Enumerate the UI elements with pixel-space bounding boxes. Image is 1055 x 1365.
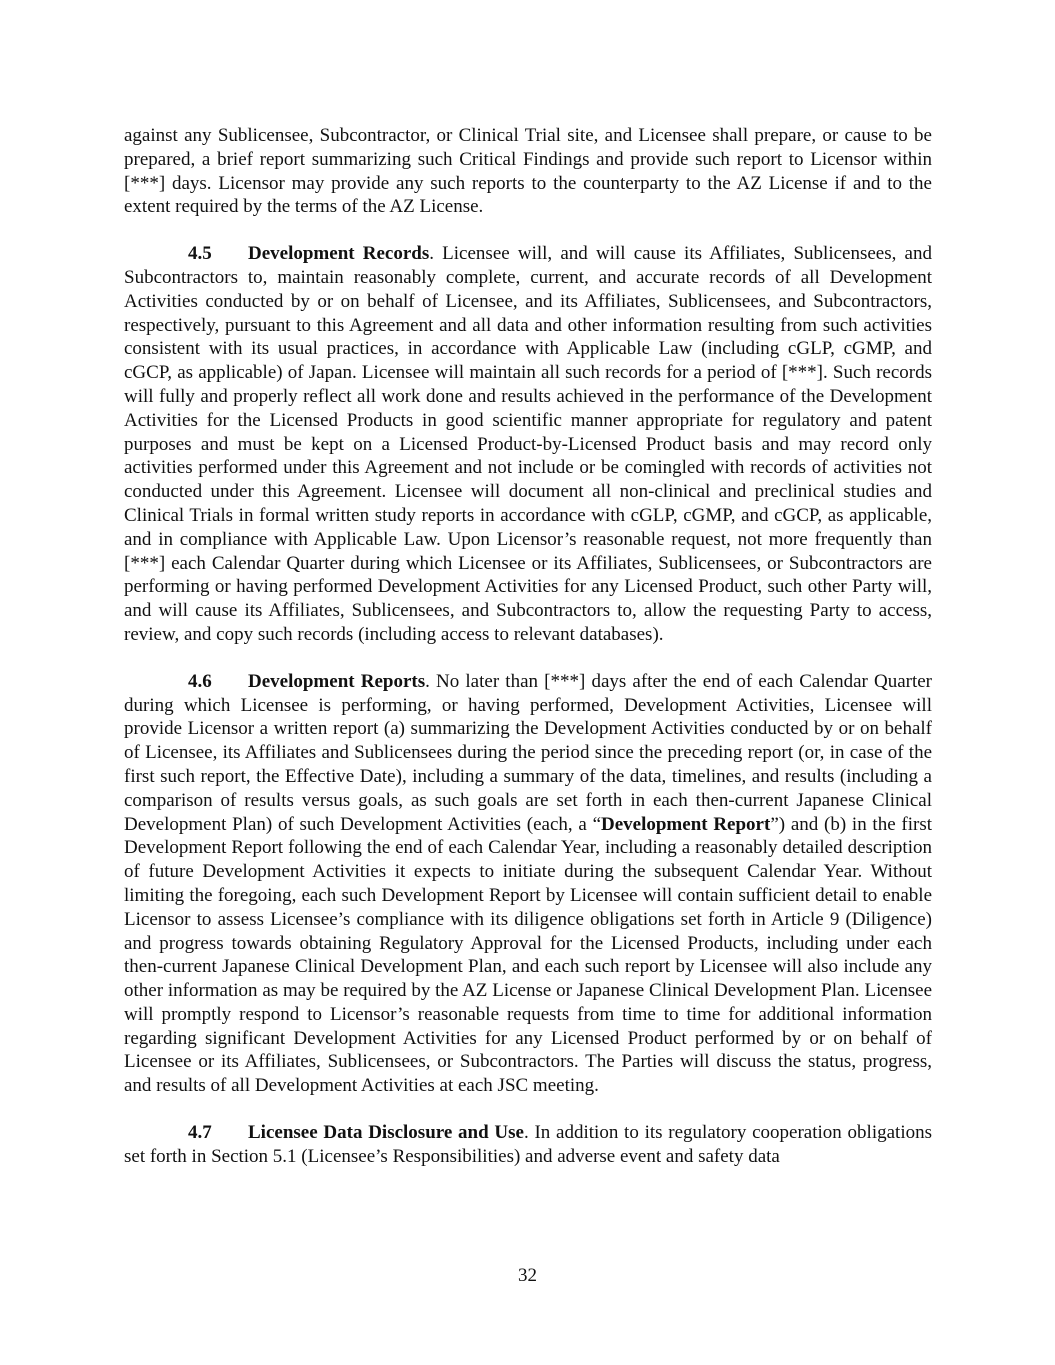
page-number: 32 [518, 1265, 537, 1286]
section-title: Licensee Data Disclosure and Use [248, 1122, 524, 1144]
section-body-continued: ”) and (b) in the first Development Report following the end of each Calendar Year, including a reasonably detailed description of future Development Activities it expects to initiate during the subsequent Calendar Year. Without limiting the foregoing, each such Development Report by Licensee will contain sufficient detail to enable Licensor to assess Licensee’s compliance with its diligence obligations set forth in Article 9 (Diligence) and progress towards obtaining Regulatory Approval for the Licensed Products, including under each then-current Japanese Clinical Development Plan, and each such report by Licensee will also include any other information as may be required by the AZ License or Japanese Clinical Development Plan. Licensee will promptly respond to Licensor’s reasonable requests from time to time for additional information regarding significant Development Activities for any Licensed Product performed by or on behalf of Licensee or its Affiliates, Sublicensees, or Subcontractors. The Parties will discuss the status, progress, and results of all Development Activities at each JSC meeting. [124, 813, 932, 1097]
section-number: 4.5 [188, 243, 212, 265]
section-title: Development Records [248, 243, 430, 265]
document-page [124, 124, 932, 1192]
continuation-paragraph: against any Sublicensee, Subcontractor, or Clinical Trial site, and Licensee shall prepare, or cause to be prepared, a brief report summarizing such Critical Findings and provide such report to Licensor within [***] days. Licensor may provide any such reports to the counterparty to the AZ License if and to the extent required by the terms of the AZ License. [124, 125, 932, 218]
section-body: . In addition to its regulatory cooperation obligations set forth in Section 5.1 (Licensee’s Responsibilities) and adverse event and safety data [124, 1122, 932, 1167]
section-number: 4.6 [188, 670, 212, 692]
section-4-5 [124, 242, 932, 647]
section-4-6 [124, 670, 932, 1098]
section-number: 4.7 [188, 1122, 212, 1144]
section-title: Development Reports [248, 670, 426, 692]
section-4-7 [124, 1121, 932, 1169]
section-body: . No later than [***] days after the end of each Calendar Quarter during which Licensee is performing, or having performed, Development Activities, Licensee will provide Licensor a written report (a) summarizing the Development Activities conducted by or on behalf of Licensee, its Affiliates and Sublicensees during the period since the preceding report (or, in case of the first such report, the Effective Date), including a summary of the data, timelines, and results (including a comparison of results versus goals, as such goals are set forth in each then-current Japanese Clinical Development Plan) of such Development Activities (each, a “ [124, 670, 932, 835]
defined-term: Development Report [601, 813, 771, 835]
section-body: . Licensee will, and will cause its Affiliates, Sublicensees, and Subcontractors to, maintain reasonably complete, current, and accurate records of all Development Activities conducted by or on behalf of Licensee, and its Affiliates, Sublicensees, and Subcontractors, respectively, pursuant to this Agreement and all data and other information resulting from such activities consistent with its usual practices, in accordance with Applicable Law (including cGLP, cGMP, and cGCP, as applicable) of Japan. Licensee will maintain all such records for a period of [***]. Such records will fully and properly reflect all work done and results achieved in the performance of the Development Activities for the Licensed Products in good scientific manner appropriate for regulatory and patent purposes and must be kept on a Licensed Product-by-Licensed Product basis and may record only activities performed under this Agreement and not include or be comingled with records of activities not conducted under this Agreement. Licensee will document all non-clinical and preclinical studies and Clinical Trials in formal written study reports in accordance with cGLP, cGMP, and cGCP, as applicable, and in compliance with Applicable Law. Upon Licensor’s reasonable request, not more frequently than [***] each Calendar Quarter during which Licensee or its Affiliates, Sublicensees, or Subcontractors are performing or having performed Development Activities for any Licensed Product, such other Party will, and will cause its Affiliates, Sublicensees, and Subcontractors to, allow the requesting Party to access, review, and copy such records (including access to relevant databases). [124, 243, 932, 645]
